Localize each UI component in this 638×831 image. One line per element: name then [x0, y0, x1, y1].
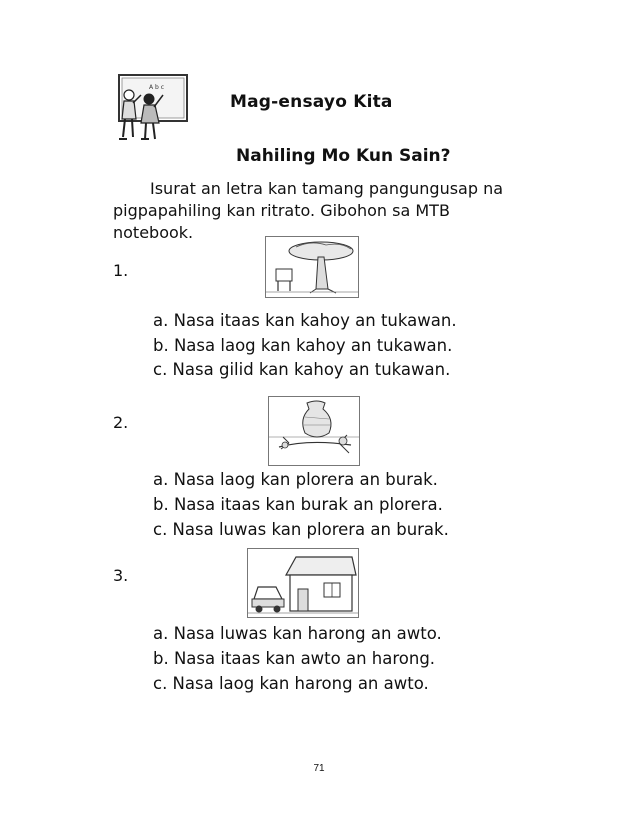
- item-number: 2.: [113, 413, 129, 432]
- option-b: b. Nasa itaas kan awto an harong.: [153, 649, 436, 668]
- option-c: c. Nasa gilid kan kahoy an tukawan.: [153, 360, 451, 379]
- item-number: 1.: [113, 261, 129, 280]
- option-a: a. Nasa luwas kan harong an awto.: [153, 624, 442, 643]
- kids-at-board-icon: [111, 73, 189, 143]
- option-c: c. Nasa luwas kan plorera an burak.: [153, 520, 449, 539]
- option-b: b. Nasa itaas kan burak an plorera.: [153, 495, 443, 514]
- instructions: Isurat an letra kan tamang pangungusap na pigpapahiling kan ritrato. Gibohon sa MTB notebook.: [113, 179, 504, 242]
- house-and-car-icon: [247, 548, 359, 618]
- tree-and-chair-icon: [265, 236, 359, 298]
- page-title: Mag-ensayo Kita: [230, 92, 393, 112]
- option-b: b. Nasa laog kan kahoy an tukawan.: [153, 336, 453, 355]
- option-c: c. Nasa laog kan harong an awto.: [153, 674, 429, 693]
- svg-text:A b c: A b c: [149, 84, 165, 91]
- option-a: a. Nasa laog kan plorera an burak.: [153, 470, 438, 489]
- item-number: 3.: [113, 566, 129, 585]
- section-subtitle: Nahiling Mo Kun Sain?: [236, 146, 451, 166]
- vase-and-flowers-icon: [268, 396, 360, 466]
- page-number: 71: [313, 763, 325, 774]
- option-a: a. Nasa itaas kan kahoy an tukawan.: [153, 311, 457, 330]
